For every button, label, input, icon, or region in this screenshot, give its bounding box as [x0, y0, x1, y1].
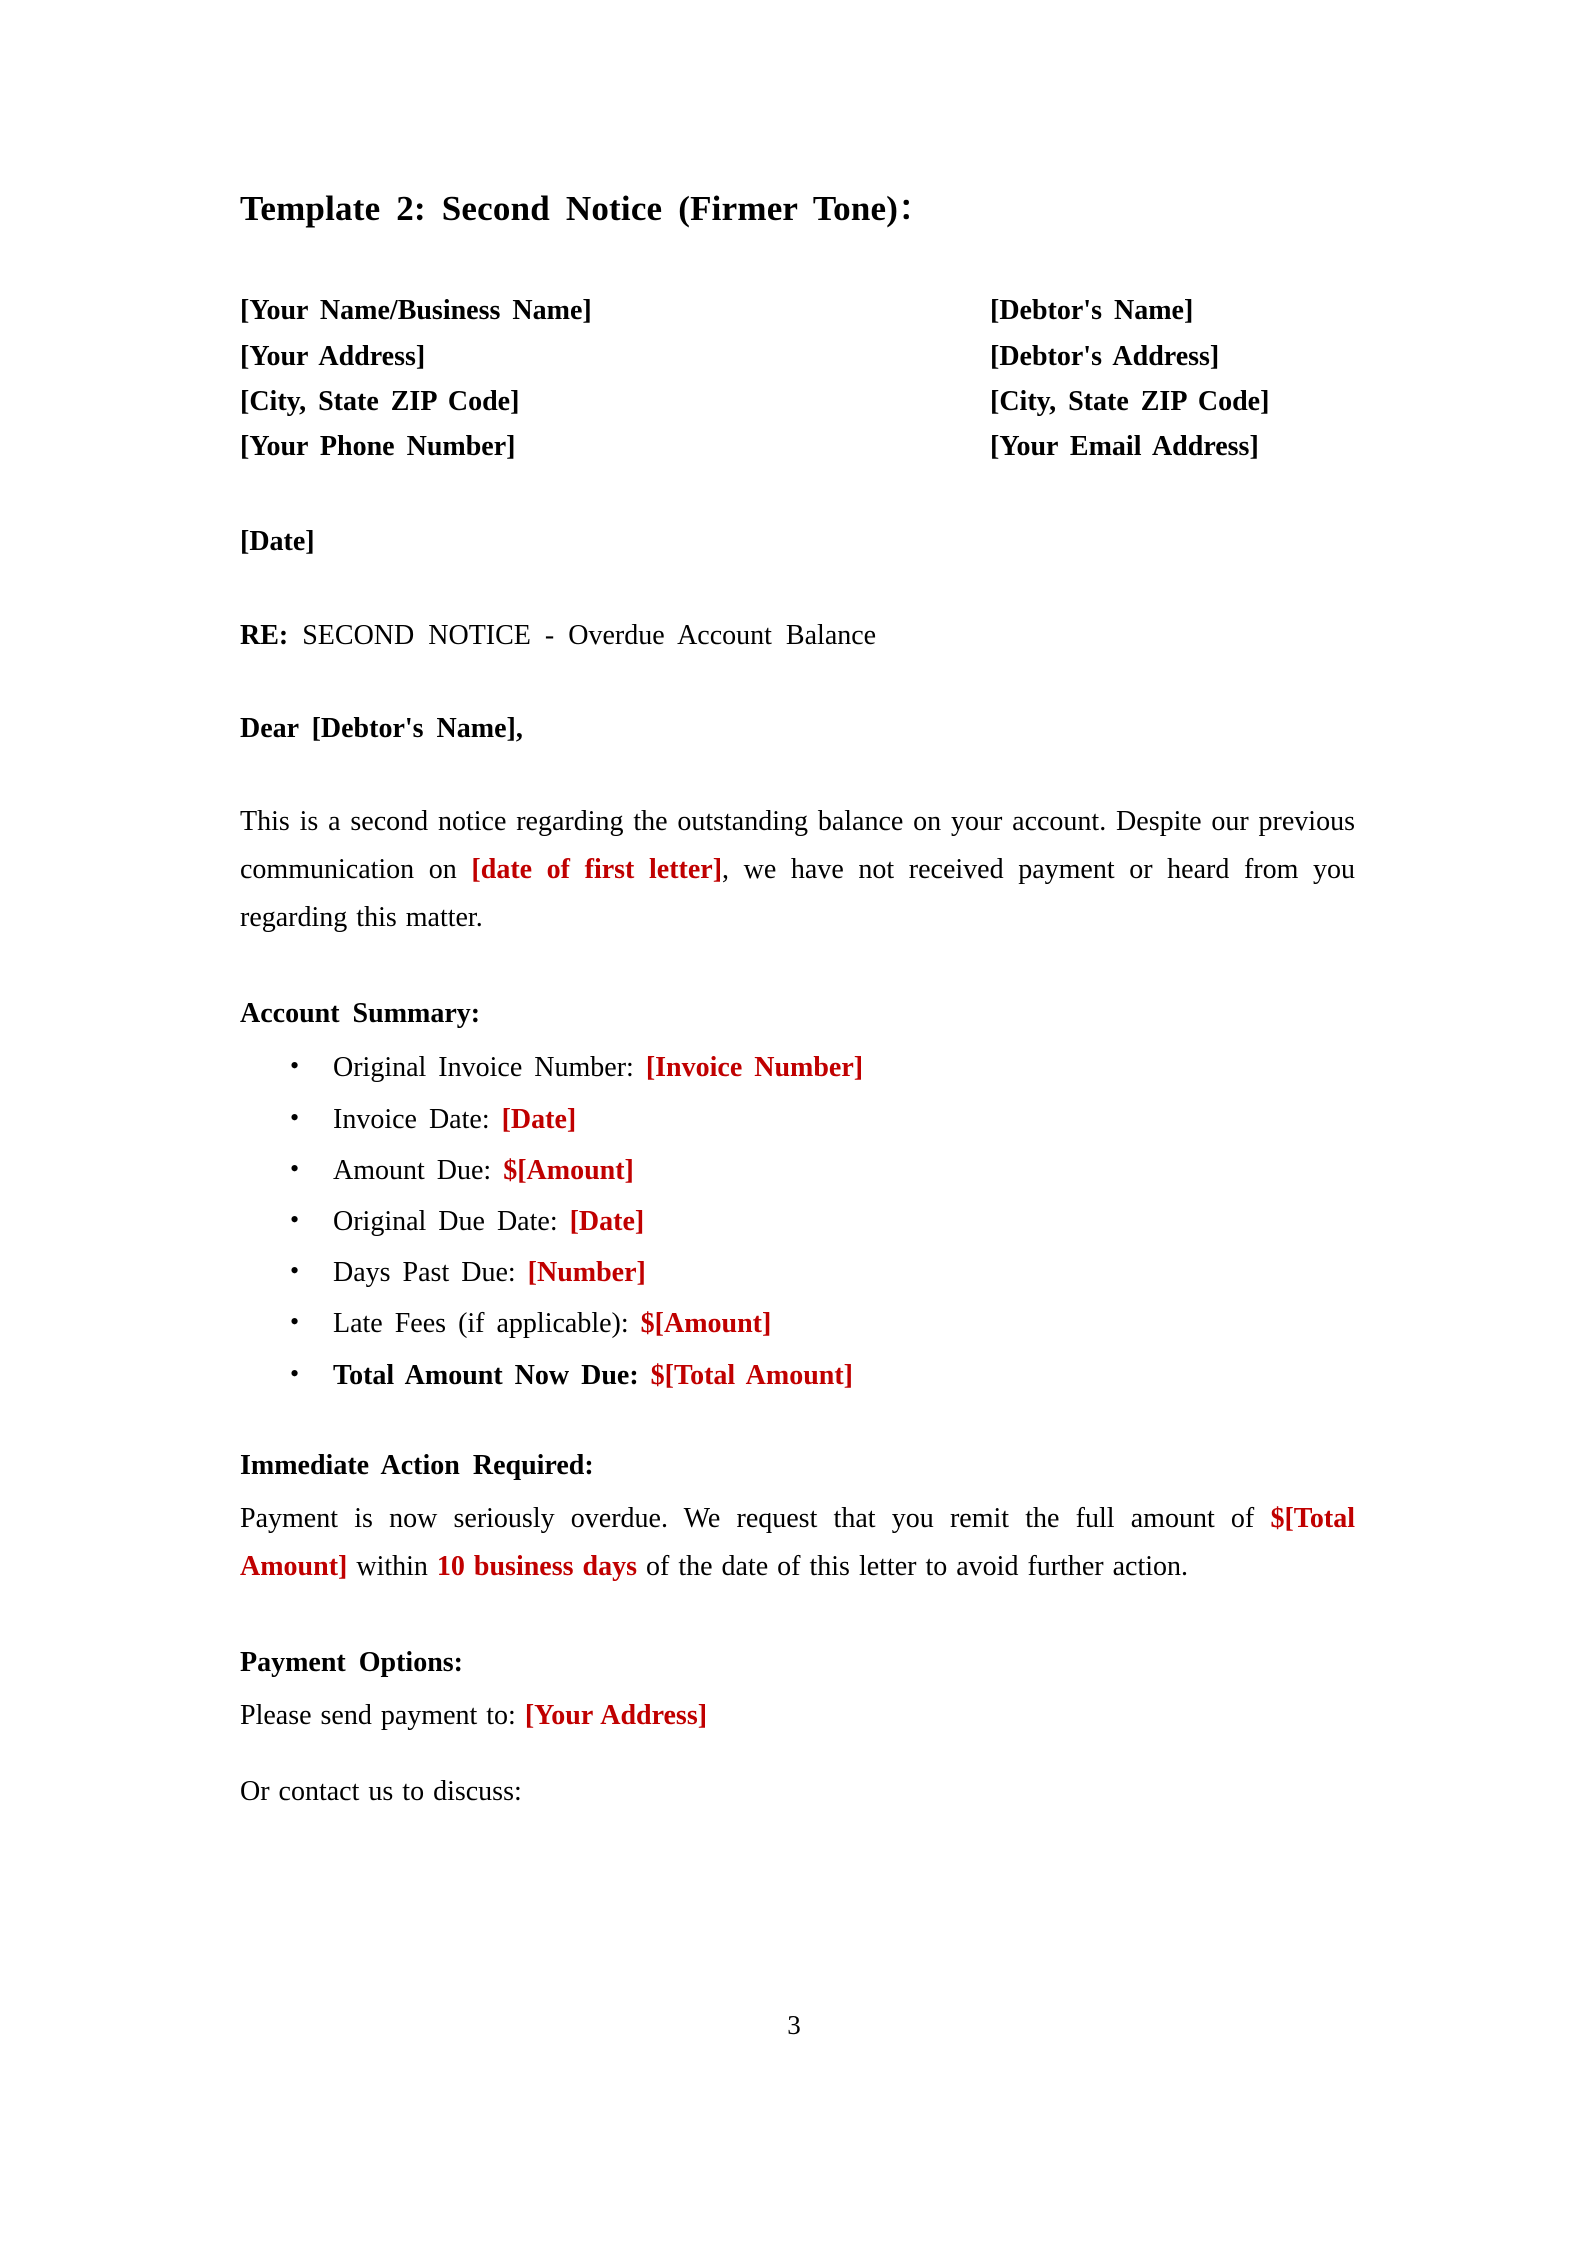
- list-item-label: Amount Due:: [333, 1154, 504, 1186]
- bullet-icon: •: [290, 1102, 300, 1132]
- first-letter-date-placeholder: [date of first letter]: [471, 854, 723, 886]
- subject-label: RE:: [240, 620, 289, 652]
- opening-paragraph-part2: , we have not received payment or heard from you regarding this matter.: [240, 854, 1355, 934]
- sender-address-line: [Your Name/Business Name]: [240, 295, 592, 327]
- list-item-value: [Date]: [501, 1103, 577, 1135]
- page-content: [240, 186, 1355, 1844]
- page-title: Template 2: Second Notice (Firmer Tone)：: [240, 189, 934, 228]
- bullet-icon: •: [290, 1358, 300, 1388]
- list-item: [240, 1049, 1355, 1100]
- payment-address-line: [240, 1692, 1355, 1740]
- subject-line: [240, 614, 1355, 659]
- payment-options-heading: Payment Options:: [240, 1647, 463, 1679]
- immediate-action-part3: of the date of this letter to avoid further action.: [637, 1550, 1189, 1582]
- list-item-label: Original Due Date:: [333, 1205, 570, 1237]
- account-summary-heading: Account Summary:: [240, 998, 481, 1030]
- list-item-label: Days Past Due:: [333, 1257, 528, 1289]
- total-amount-placeholder: $[Total Amount]: [240, 1502, 1355, 1582]
- list-item: [240, 1357, 1355, 1394]
- account-summary-list: [240, 1049, 1355, 1394]
- immediate-action-part2: within: [347, 1550, 437, 1582]
- bullet-icon: •: [290, 1051, 300, 1081]
- payment-address-label: Please send payment to:: [240, 1699, 525, 1731]
- list-item: [240, 1203, 1355, 1254]
- payment-address-placeholder: [Your Address]: [524, 1699, 708, 1731]
- immediate-action-part1: Payment is now seriously overdue. We request that you remit the full amount of: [240, 1502, 1271, 1534]
- bullet-icon: •: [290, 1256, 300, 1286]
- list-item-label: Total Amount Now Due:: [333, 1359, 651, 1391]
- recipient-address-column: [990, 288, 1355, 469]
- address-block: [240, 288, 1355, 469]
- list-item-value: $[Amount]: [640, 1308, 772, 1340]
- list-item-label: Original Invoice Number:: [333, 1052, 646, 1084]
- deadline-placeholder: 10 business days: [436, 1550, 637, 1582]
- recipient-address-line: [Your Email Address]: [990, 431, 1259, 463]
- list-item-label: Invoice Date:: [333, 1103, 502, 1135]
- opening-paragraph-part1: This is a second notice regarding the outstanding balance on your account. Despite our previous communication on: [240, 806, 1355, 886]
- subject-text: SECOND NOTICE - Overdue Account Balance: [288, 620, 877, 652]
- list-item: [240, 1101, 1355, 1152]
- bullet-icon: •: [290, 1307, 300, 1337]
- sender-address-line: [City, State ZIP Code]: [240, 385, 520, 417]
- recipient-address-line: [Debtor's Name]: [990, 295, 1194, 327]
- recipient-address-line: [City, State ZIP Code]: [990, 385, 1270, 417]
- bullet-icon: •: [290, 1153, 300, 1183]
- page-number: 3: [787, 2010, 801, 2040]
- immediate-action-paragraph: [240, 1495, 1355, 1591]
- sender-address-line: [Your Address]: [240, 340, 426, 372]
- list-item: [240, 1254, 1355, 1305]
- list-item-value: [Invoice Number]: [645, 1052, 864, 1084]
- letter-date: [Date]: [240, 525, 315, 557]
- list-item: [240, 1305, 1355, 1356]
- contact-line: Or contact us to discuss:: [240, 1775, 522, 1807]
- opening-paragraph: [240, 798, 1355, 942]
- list-item-value: $[Amount]: [503, 1154, 634, 1186]
- sender-address-line: [Your Phone Number]: [240, 431, 516, 463]
- list-item-label: Late Fees (if applicable):: [333, 1308, 641, 1340]
- sender-address-column: [240, 288, 990, 469]
- bullet-icon: •: [290, 1204, 300, 1234]
- list-item: [240, 1152, 1355, 1203]
- salutation: Dear [Debtor's Name],: [240, 713, 523, 745]
- immediate-action-heading: Immediate Action Required:: [240, 1449, 594, 1481]
- recipient-address-line: [Debtor's Address]: [990, 340, 1220, 372]
- list-item-value: $[Total Amount]: [650, 1359, 853, 1391]
- list-item-value: [Number]: [527, 1257, 646, 1289]
- list-item-value: [Date]: [569, 1205, 645, 1237]
